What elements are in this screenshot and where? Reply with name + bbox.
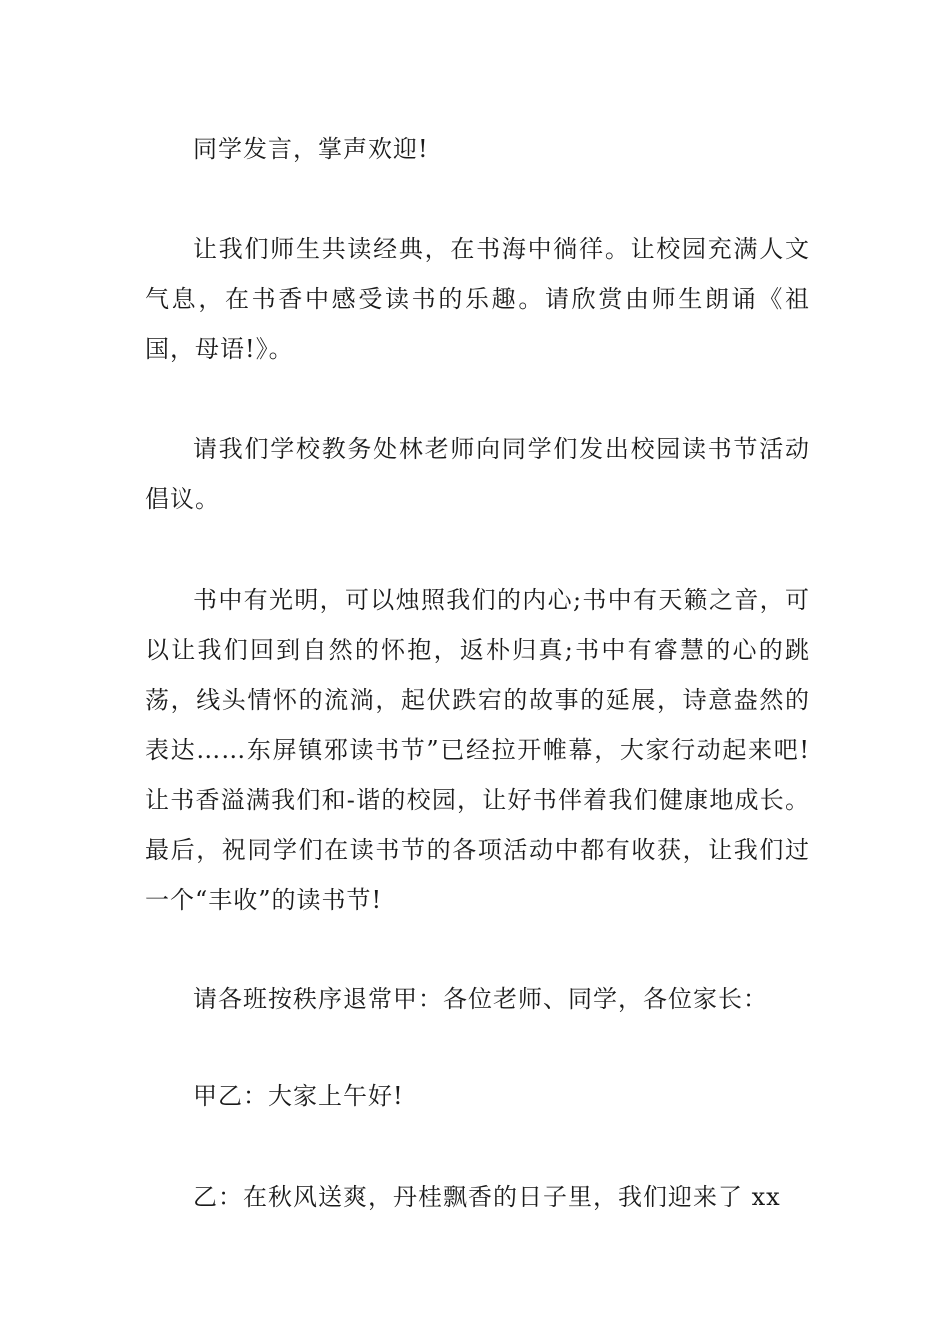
paragraph-reading-festival: 书中有光明，可以烛照我们的内心;书中有天籁之音，可以让我们回到自然的怀抱，返朴归真;书中有睿慧的心的跳荡，线头情怀的流淌，起伏跌宕的故事的延展，诗意盎然的表达……东屏镇邪读书节”已经拉开帷幕，大家行动起来吧!让书香溢满我们和-谐的校园，让好书伴着我们健康地成长。最后，祝同学们在读书节的各项活动中都有收获，让我们过一个“丰收”的读书节! <box>145 586 810 914</box>
paragraph-initiative: 请我们学校教务处林老师向同学们发出校园读书节活动倡议。 <box>145 435 810 513</box>
paragraph-dismissal: 请各班按秩序退常甲：各位老师、同学，各位家长： <box>193 985 768 1013</box>
paragraph-opening: 乙：在秋风送爽，丹桂飘香的日子里，我们迎来了 xx <box>193 1183 781 1211</box>
paragraph-recitation: 让我们师生共读经典，在书海中徜徉。让校园充满人文气息，在书香中感受读书的乐趣。请欣赏由师生朗诵《祖国，母语!》。 <box>145 235 810 363</box>
paragraph-applause: 同学发言，掌声欢迎! <box>193 135 429 163</box>
paragraph-greeting: 甲乙：大家上午好! <box>193 1082 404 1110</box>
